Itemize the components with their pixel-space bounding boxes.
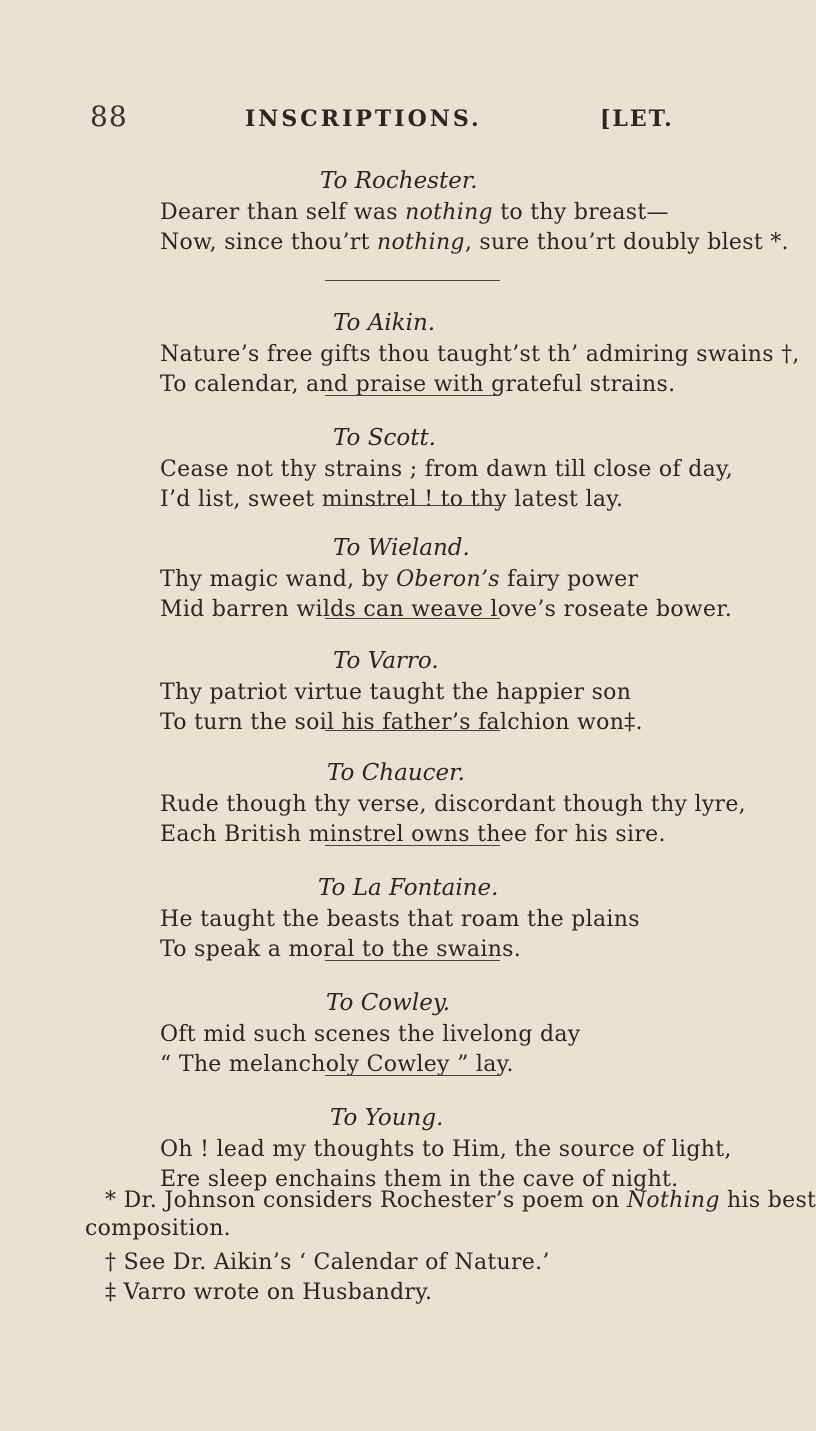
verse-line: Ere sleep enchains them in the cave of night. — [160, 1167, 679, 1192]
running-header-right: [LET. — [600, 106, 674, 132]
verse-line: Thy magic wand, by Oberon’s fairy power — [160, 567, 639, 592]
running-title: INSCRIPTIONS. — [245, 106, 482, 132]
verse-line: Mid barren wilds can weave love’s roseate bower. — [160, 597, 733, 622]
inscription-title: To Young. — [330, 1105, 444, 1131]
inscription-title: To La Fontaine. — [318, 875, 499, 901]
verse-line: Thy patriot virtue taught the happier son — [160, 680, 632, 705]
verse-line: Dearer than self was nothing to thy breast— — [160, 200, 669, 225]
page-number: 88 — [90, 100, 128, 133]
footnote-rochester: * Dr. Johnson considers Rochester’s poem on Nothing his best — [105, 1188, 816, 1213]
inscription-title: To Scott. — [333, 425, 436, 451]
verse-line: Each British minstrel owns thee for his sire. — [160, 822, 666, 847]
footnote-aikin: † See Dr. Aikin’s ‘ Calendar of Nature.’ — [105, 1250, 550, 1275]
verse-line: “ The melancholy Cowley ” lay. — [160, 1052, 514, 1077]
footnote-varro: ‡ Varro wrote on Husbandry. — [105, 1280, 433, 1305]
section-rule — [325, 730, 500, 731]
verse-line: To turn the soil his father’s falchion won‡. — [160, 710, 643, 735]
inscription-title: To Cowley. — [326, 990, 451, 1016]
section-rule — [325, 1075, 500, 1076]
section-rule — [325, 505, 500, 506]
inscription-title: To Varro. — [333, 648, 439, 674]
verse-line: Cease not thy strains ; from dawn till close of day, — [160, 457, 734, 482]
verse-line: Oft mid such scenes the livelong day — [160, 1022, 581, 1047]
verse-line: Now, since thou’rt nothing, sure thou’rt doubly blest *. — [160, 230, 789, 255]
section-rule — [325, 845, 500, 846]
verse-line: I’d list, sweet minstrel ! to thy latest lay. — [160, 487, 624, 512]
inscription-title: To Chaucer. — [327, 760, 465, 786]
inscription-title: To Wieland. — [333, 535, 470, 561]
inscription-title: To Rochester. — [320, 168, 478, 194]
section-rule — [325, 280, 500, 281]
verse-line: Nature’s free gifts thou taught’st th’ admiring swains †, — [160, 342, 800, 367]
page-header — [0, 100, 800, 140]
inscription-title: To Aikin. — [333, 310, 436, 336]
verse-line: Oh ! lead my thoughts to Him, the source of light, — [160, 1137, 732, 1162]
verse-line: He taught the beasts that roam the plains — [160, 907, 640, 932]
verse-line: Rude though thy verse, discordant though thy lyre, — [160, 792, 746, 817]
footnote-rochester-cont: composition. — [85, 1216, 231, 1241]
section-rule — [325, 960, 500, 961]
verse-line: To calendar, and praise with grateful strains. — [160, 372, 676, 397]
section-rule — [325, 395, 500, 396]
verse-line: To speak a moral to the swains. — [160, 937, 522, 962]
section-rule — [325, 618, 500, 619]
